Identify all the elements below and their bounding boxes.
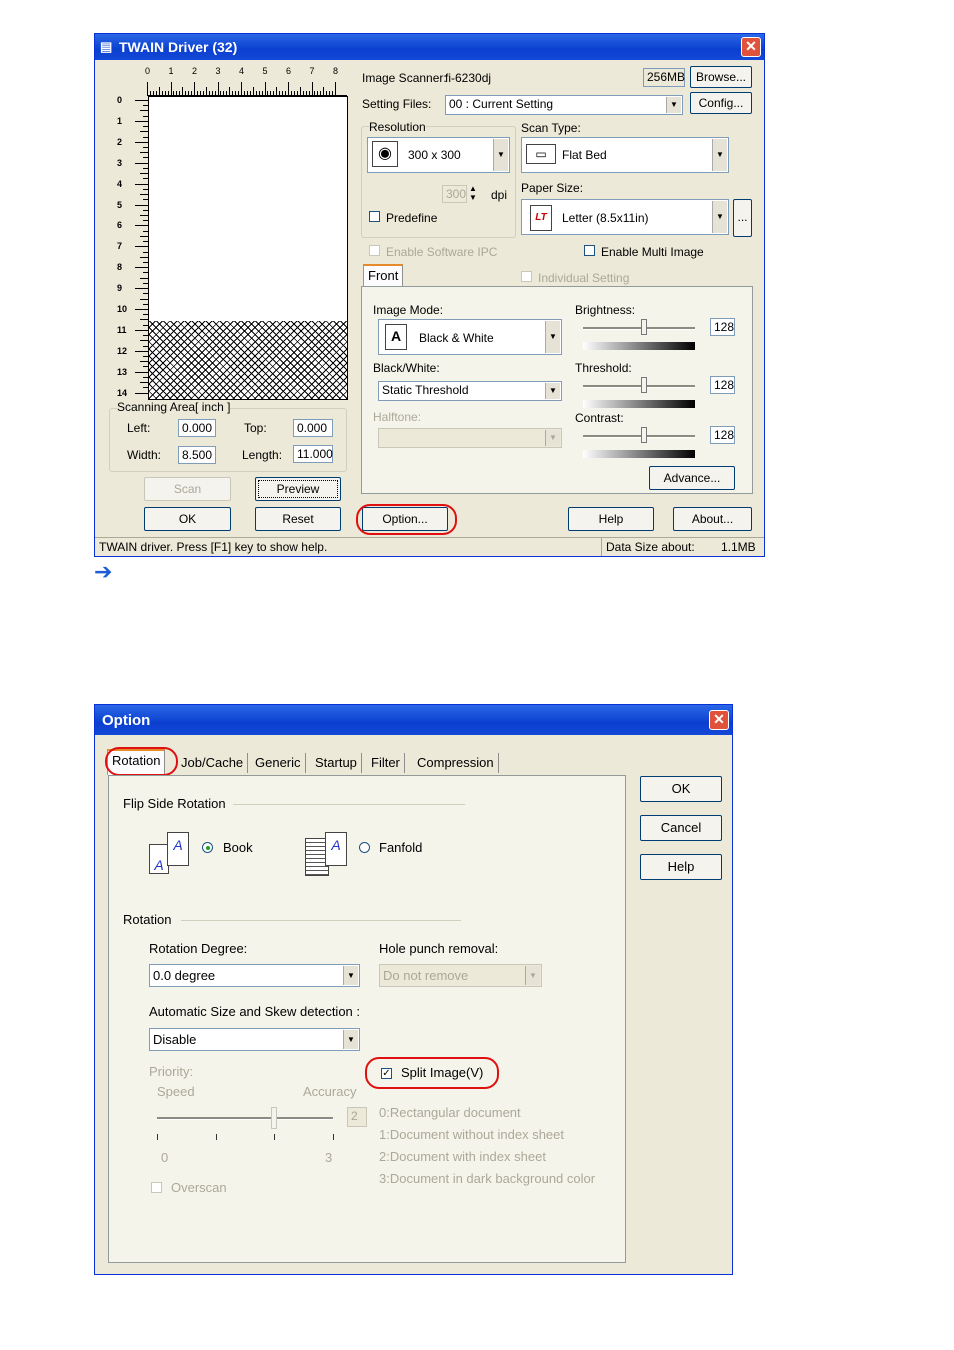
ruler-tick — [135, 330, 149, 331]
overscan-label: Overscan — [171, 1180, 227, 1195]
ruler-tick — [171, 82, 172, 96]
document-type-item: 3:Document in dark background color — [379, 1171, 596, 1186]
document-type-item: 1:Document without index sheet — [379, 1127, 564, 1142]
image-mode-select[interactable] — [378, 319, 562, 355]
status-bar — [95, 537, 764, 556]
brightness-value[interactable]: 128 — [710, 318, 735, 336]
ruler-tick — [135, 309, 149, 310]
fanfold-label: Fanfold — [379, 840, 423, 855]
ruler-left-number: 10 — [117, 304, 128, 314]
tab-filter[interactable]: Filter — [367, 753, 405, 773]
close-icon[interactable]: ✕ — [709, 710, 729, 730]
ruler-top-number: 8 — [333, 66, 339, 76]
ok-button[interactable]: OK — [144, 507, 231, 531]
hole-punch-label: Hole punch removal: — [379, 941, 499, 956]
threshold-slider-track[interactable] — [583, 385, 695, 388]
halftone-label: Halftone: — [373, 410, 422, 424]
rotation-tab-highlight-circle — [105, 747, 178, 776]
accuracy-label: Accuracy — [303, 1084, 357, 1099]
contrast-slider-track[interactable] — [583, 435, 695, 438]
black-white-select[interactable] — [378, 381, 562, 401]
non-scan-hatch — [149, 321, 347, 399]
ruler-tick — [135, 393, 149, 394]
resolution-value: 300 x 300 — [408, 148, 461, 162]
ruler-tick — [135, 100, 149, 101]
image-scanner-label: Image Scanner: — [362, 71, 447, 85]
auto-size-skew-label: Automatic Size and Skew detection : — [149, 1004, 361, 1019]
brightness-slider-thumb[interactable] — [641, 319, 647, 335]
status-text: TWAIN driver. Press [F1] key to show help. — [99, 540, 328, 554]
priority-slider-ticks — [157, 1134, 333, 1140]
ruler-top-number: 7 — [309, 66, 315, 76]
twain-title-bar[interactable] — [95, 34, 764, 60]
ruler-left-number: 4 — [117, 178, 123, 189]
ruler-tick — [241, 82, 242, 96]
setting-files-label: Setting Files: — [362, 97, 432, 111]
split-image-label: Split Image(V) — [401, 1065, 484, 1080]
resolution-label: Resolution — [369, 120, 426, 134]
option-cancel-button[interactable]: Cancel — [640, 815, 722, 841]
rotation-degree-value: 0.0 degree — [153, 968, 216, 983]
ruler-left-number: 9 — [117, 283, 123, 294]
reset-button[interactable]: Reset — [255, 507, 341, 531]
ruler-top-number: 0 — [145, 66, 151, 76]
threshold-slider-thumb[interactable] — [641, 377, 647, 393]
ruler-tick — [135, 121, 149, 122]
ruler-left-number: 3 — [117, 157, 123, 168]
chevron-down-icon[interactable]: ▼ — [666, 97, 681, 113]
chevron-down-icon[interactable]: ▼ — [493, 139, 508, 171]
chevron-down-icon[interactable]: ▼ — [525, 966, 540, 985]
contrast-slider-thumb[interactable] — [641, 427, 647, 443]
rotation-divider — [181, 920, 461, 921]
book-label: Book — [223, 840, 253, 855]
enable-multi-image-label: Enable Multi Image — [601, 245, 704, 259]
document-type-item: 0:Rectangular document — [379, 1105, 521, 1120]
about-button[interactable]: About... — [673, 507, 752, 531]
fanfold-radio[interactable] — [359, 842, 370, 853]
option-button[interactable]: Option... — [362, 507, 448, 531]
chevron-down-icon[interactable]: ▼ — [545, 321, 560, 353]
top-input[interactable]: 0.000 — [293, 419, 333, 437]
paper-size-value: Letter (8.5x11in) — [562, 211, 649, 225]
scanning-area-label: Scanning Area[ inch ] — [117, 400, 231, 414]
left-input[interactable]: 0.000 — [178, 419, 216, 437]
tab-compression[interactable]: Compression — [413, 753, 499, 773]
top-ruler — [147, 66, 347, 96]
chevron-down-icon[interactable]: ▼ — [545, 430, 560, 446]
ruler-top-number: 4 — [239, 66, 245, 76]
paper-size-label: Paper Size: — [521, 181, 584, 195]
rotation-degree-select[interactable] — [149, 964, 360, 987]
ruler-tick — [288, 82, 289, 96]
enable-software-ipc-label: Enable Software IPC — [386, 245, 498, 259]
brightness-label: Brightness: — [575, 303, 636, 317]
preview-area[interactable] — [148, 96, 348, 400]
black-white-mode-icon: A — [385, 324, 407, 350]
speed-label: Speed — [157, 1084, 195, 1099]
enable-multi-image-checkbox[interactable] — [584, 245, 595, 256]
ruler-left-number: 11 — [117, 324, 127, 335]
resolution-select[interactable] — [367, 137, 510, 173]
ruler-tick — [135, 163, 149, 164]
priority-value: 2 — [347, 1107, 367, 1127]
ruler-left-number: 2 — [117, 136, 123, 147]
individual-setting-checkbox[interactable] — [521, 271, 532, 282]
ruler-left-number: 0 — [117, 95, 123, 105]
brightness-gradient — [583, 342, 695, 350]
threshold-gradient — [583, 400, 695, 408]
slider-tick — [216, 1134, 217, 1140]
ruler-tick — [135, 205, 149, 206]
browse-button[interactable]: Browse... — [690, 66, 752, 88]
brightness-slider-track[interactable] — [583, 327, 695, 330]
width-label: Width: — [127, 448, 162, 462]
chevron-down-icon[interactable]: ▼ — [712, 139, 727, 171]
auto-size-skew-value: Disable — [153, 1032, 197, 1047]
black-white-label: Black/White: — [373, 361, 440, 375]
ruler-tick — [135, 184, 149, 185]
flatbed-scanner-icon: ▭ — [526, 144, 556, 164]
magnifier-icon: ◉ — [372, 141, 398, 167]
ruler-left-number: 5 — [117, 199, 123, 210]
enable-software-ipc-checkbox[interactable] — [369, 245, 380, 256]
dpi-label: dpi — [491, 188, 508, 202]
arrow-right-icon: ➔ — [94, 559, 113, 584]
data-size-label: Data Size about: — [606, 540, 695, 554]
black-white-value: Static Threshold — [382, 383, 469, 397]
scan-type-value: Flat Bed — [562, 148, 607, 162]
ruler-left-number: 7 — [117, 241, 123, 252]
ruler-tick — [135, 267, 149, 268]
split-image-checkbox[interactable]: ✓ — [382, 1068, 391, 1079]
split-image-highlight-circle — [365, 1057, 499, 1089]
option-window-title: Option — [102, 712, 151, 729]
book-radio[interactable] — [202, 842, 213, 853]
auto-size-skew-select[interactable] — [149, 1028, 360, 1051]
tab-generic[interactable]: Generic — [251, 753, 306, 773]
option-highlight-circle — [356, 504, 457, 535]
scan-type-select[interactable] — [521, 137, 729, 173]
tab-rotation[interactable]: Rotation — [107, 749, 165, 775]
advance-button[interactable]: Advance... — [649, 466, 735, 490]
ruler-left-number: 1 — [117, 115, 123, 126]
ruler-left-number: 12 — [117, 345, 128, 356]
ruler-tick — [147, 82, 148, 96]
slider-tick — [333, 1134, 334, 1140]
book-orientation-icon: A A — [149, 832, 199, 880]
ruler-tick — [135, 351, 149, 352]
threshold-value[interactable]: 128 — [710, 376, 735, 394]
predefine-checkbox[interactable] — [369, 211, 380, 222]
flip-side-rotation-label: Flip Side Rotation — [123, 796, 226, 811]
slider-max-label: 3 — [325, 1150, 333, 1165]
ruler-top-number: 5 — [262, 66, 268, 76]
tab-job-cache[interactable]: Job/Cache — [177, 753, 248, 773]
status-divider — [601, 538, 602, 556]
chevron-down-icon[interactable]: ▼ — [712, 201, 727, 233]
scan-button[interactable]: Scan — [144, 477, 231, 501]
predefine-label: Predefine — [386, 211, 438, 225]
halftone-select[interactable] — [378, 428, 562, 448]
individual-setting-label: Individual Setting — [538, 271, 630, 285]
twain-driver-window — [94, 33, 765, 557]
ruler-tick — [218, 82, 219, 96]
option-ok-button[interactable]: OK — [640, 776, 722, 802]
paper-size-select[interactable] — [521, 199, 729, 235]
dpi-input[interactable]: 300 — [442, 185, 467, 203]
chevron-down-icon[interactable]: ▼ — [545, 383, 560, 399]
overscan-checkbox[interactable] — [151, 1182, 162, 1193]
ruler-tick — [312, 82, 313, 96]
flip-side-divider — [233, 804, 465, 805]
setting-files-select[interactable] — [445, 95, 683, 115]
left-ruler — [117, 96, 149, 406]
contrast-gradient — [583, 450, 695, 458]
scan-type-label: Scan Type: — [521, 121, 581, 135]
contrast-value[interactable]: 128 — [710, 426, 735, 444]
dpi-spinner-icon[interactable]: ▲ ▼ — [469, 184, 477, 202]
contrast-label: Contrast: — [575, 411, 624, 425]
tab-startup[interactable]: Startup — [311, 753, 362, 773]
ruler-top-number: 6 — [286, 66, 292, 76]
hole-punch-value: Do not remove — [383, 968, 469, 983]
image-mode-label: Image Mode: — [373, 303, 444, 317]
slider-tick — [157, 1134, 158, 1140]
chevron-down-icon[interactable]: ▼ — [343, 1030, 358, 1049]
image-scanner-value: fi-6230dj — [445, 71, 492, 85]
top-label: Top: — [244, 421, 267, 435]
left-label: Left: — [127, 421, 151, 435]
option-window — [94, 704, 733, 1275]
fanfold-orientation-icon: A — [305, 832, 355, 880]
paper-size-more-button[interactable]: ... — [733, 199, 752, 237]
ruler-left-number: 8 — [117, 262, 123, 273]
data-size-value: 1.1MB — [721, 540, 756, 554]
config-button[interactable]: Config... — [690, 92, 752, 114]
setting-files-value: 00 : Current Setting — [449, 97, 554, 111]
length-label: Length: — [242, 448, 283, 462]
priority-slider-track[interactable] — [157, 1117, 333, 1120]
ruler-tick — [194, 82, 195, 96]
option-help-button[interactable]: Help — [640, 854, 722, 880]
preview-button[interactable]: Preview — [255, 477, 341, 501]
ruler-top-number: 3 — [215, 66, 221, 76]
letter-paper-icon: LT — [530, 205, 552, 231]
image-mode-value: Black & White — [419, 331, 494, 345]
ruler-tick — [135, 288, 149, 289]
help-button[interactable]: Help — [568, 507, 654, 531]
tab-front[interactable]: Front — [363, 264, 403, 286]
length-input[interactable]: 11.000 — [293, 445, 333, 463]
hole-punch-select[interactable] — [379, 964, 542, 987]
ruler-tick — [265, 82, 266, 96]
ruler-left-number: 13 — [117, 366, 128, 377]
option-title-bar[interactable] — [95, 705, 732, 735]
window-title: TWAIN Driver (32) — [119, 39, 238, 55]
ruler-left-number: 6 — [117, 220, 123, 231]
document-type-list — [379, 1105, 619, 1195]
rotation-degree-label: Rotation Degree: — [149, 941, 248, 956]
memory-value: 256MB — [643, 68, 685, 87]
ruler-left-number: 14 — [117, 387, 128, 398]
ruler-tick — [135, 225, 149, 226]
priority-slider-thumb[interactable] — [271, 1107, 277, 1129]
ruler-top-number: 1 — [168, 66, 174, 76]
slider-tick — [274, 1134, 275, 1140]
close-icon[interactable]: ✕ — [741, 37, 761, 57]
threshold-label: Threshold: — [575, 361, 632, 375]
rotation-section-label: Rotation — [123, 912, 172, 927]
ruler-top-number: 2 — [192, 66, 198, 76]
ruler-tick — [135, 142, 149, 143]
slider-min-label: 0 — [161, 1150, 169, 1165]
width-input[interactable]: 8.500 — [178, 446, 216, 464]
document-type-item: 2:Document with index sheet — [379, 1149, 546, 1164]
ruler-tick — [135, 372, 149, 373]
ruler-tick — [335, 82, 336, 96]
priority-label: Priority: — [149, 1064, 194, 1079]
chevron-down-icon[interactable]: ▼ — [343, 966, 358, 985]
ruler-tick — [135, 246, 149, 247]
scanner-app-icon: ▤ — [100, 39, 113, 54]
